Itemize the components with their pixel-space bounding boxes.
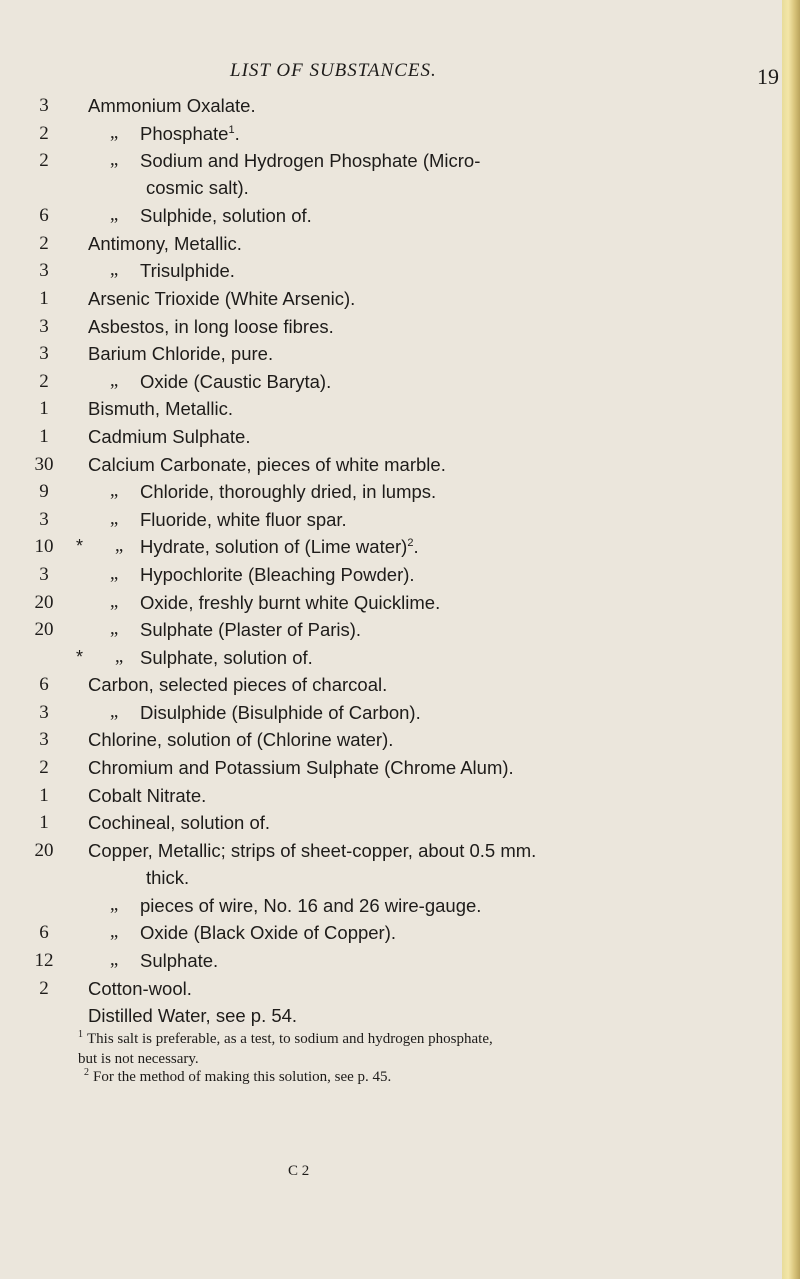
quantity: 1 [39, 812, 49, 834]
list-item [0, 454, 782, 482]
footnote-text: This salt is preferable, as a test, to sodium and hydrogen phosphate, [87, 1031, 493, 1047]
page-number: 19 [757, 64, 779, 89]
list-item [0, 316, 782, 344]
list-item [0, 509, 782, 537]
quantity: 6 [39, 205, 49, 227]
ditto-mark: „ [110, 950, 119, 971]
substance-entry [140, 123, 240, 145]
substance-name: Copper, Metallic; strips of sheet-copper, about 0.5 mm. [88, 839, 537, 861]
substance-name: Sulphate, solution of. [140, 646, 313, 668]
substance-name: Oxide (Black Oxide of Copper). [140, 922, 397, 944]
quantity: 10 [34, 536, 54, 558]
quantity: 20 [34, 619, 54, 641]
footnote-ref: 1 [228, 123, 235, 136]
ditto-mark: „ [110, 481, 119, 502]
substance-name: Sulphate (Plaster of Paris). [140, 619, 362, 641]
list-item [0, 895, 782, 923]
quantity: 2 [39, 370, 49, 392]
quantity: 2 [39, 757, 49, 779]
footnote-ref: 2 [407, 537, 414, 550]
substance-name: Cobalt Nitrate. [88, 784, 207, 806]
quantity: 3 [39, 343, 49, 365]
substance-name-continuation: cosmic salt). [146, 177, 249, 199]
quantity: 1 [39, 784, 49, 806]
list-item [0, 647, 782, 675]
substance-name: Hypochlorite (Bleaching Powder). [140, 563, 415, 585]
asterisk-mark: * [76, 646, 84, 667]
ditto-mark: „ [110, 508, 119, 529]
substance-name: Hydrate, solution of (Lime water) [140, 536, 408, 558]
substance-name: Sulphide, solution of. [140, 205, 312, 227]
quantity: 1 [39, 398, 49, 420]
quantity: 9 [39, 481, 49, 503]
list-item [0, 123, 782, 151]
page-edge [782, 0, 800, 1279]
quantity: 2 [39, 232, 49, 254]
substance-name: Fluoride, white fluor spar. [140, 508, 347, 530]
substance-name: Sulphate. [140, 950, 219, 972]
substance-name: Asbestos, in long loose fibres. [88, 315, 334, 337]
substance-name: Distilled Water, see p. 54. [88, 1005, 298, 1027]
punctuation: . [413, 536, 419, 558]
substance-name: Bismuth, Metallic. [88, 398, 233, 420]
list-item [0, 95, 782, 123]
list-item [0, 233, 782, 261]
substance-name: Phosphate [140, 122, 229, 144]
substance-name: Chloride, thoroughly dried, in lumps. [140, 481, 437, 503]
list-item [0, 426, 782, 454]
list-item [0, 150, 782, 205]
ditto-mark: „ [110, 619, 119, 640]
substance-entry [140, 536, 419, 558]
punctuation: . [234, 122, 240, 144]
footnote-1-continuation [78, 1050, 778, 1068]
quantity: 2 [39, 977, 49, 999]
substance-name-continuation: thick. [146, 866, 190, 888]
substance-name: Calcium Carbonate, pieces of white marble. [88, 453, 446, 475]
substance-name: Arsenic Trioxide (White Arsenic). [88, 287, 356, 309]
list-item [0, 205, 782, 233]
list-item [0, 398, 782, 426]
quantity: 3 [39, 315, 49, 337]
ditto-mark: „ [110, 894, 119, 915]
footnote-2 [84, 1068, 784, 1088]
footnotes [78, 1030, 778, 1088]
footnote-text: but is not necessary. [78, 1051, 199, 1067]
footnote-text: For the method of making this solution, see p. 45. [93, 1069, 392, 1085]
substance-name: Antimony, Metallic. [88, 232, 242, 254]
quantity: 30 [34, 453, 54, 475]
ditto-mark: „ [110, 563, 119, 584]
substance-name: Chlorine, solution of (Chlorine water). [88, 729, 394, 751]
ditto-mark: „ [110, 701, 119, 722]
ditto-mark: „ [110, 205, 119, 226]
list-item [0, 785, 782, 813]
signature-mark: C 2 [288, 1163, 310, 1179]
asterisk-mark: * [76, 536, 84, 557]
quantity: 12 [34, 950, 54, 972]
ditto-mark: „ [110, 922, 119, 943]
list-item [0, 978, 782, 1006]
page-header [0, 60, 782, 90]
footnote-mark: 1 [78, 1029, 83, 1040]
list-item [0, 702, 782, 730]
list-item [0, 674, 782, 702]
substance-list [0, 95, 782, 1033]
quantity: 3 [39, 729, 49, 751]
ditto-mark: „ [110, 591, 119, 612]
list-item [0, 840, 782, 895]
substance-name: Oxide, freshly burnt white Quicklime. [140, 591, 441, 613]
substance-name: Ammonium Oxalate. [88, 95, 256, 116]
substance-name: Cotton-wool. [88, 977, 192, 999]
list-item [0, 950, 782, 978]
quantity: 2 [39, 150, 49, 172]
substance-name: pieces of wire, No. 16 and 26 wire-gauge. [140, 894, 482, 916]
list-item [0, 288, 782, 316]
quantity: 20 [34, 591, 54, 613]
substance-name: Chromium and Potassium Sulphate (Chrome Alum). [88, 757, 514, 779]
ditto-mark: „ [115, 536, 124, 557]
list-item [0, 371, 782, 399]
list-item [0, 757, 782, 785]
footnote-mark: 2 [84, 1067, 89, 1078]
quantity: 20 [34, 839, 54, 861]
quantity: 3 [39, 95, 49, 116]
list-item [0, 1005, 782, 1033]
substance-name: Barium Chloride, pure. [88, 343, 274, 365]
substance-name: Carbon, selected pieces of charcoal. [88, 674, 388, 696]
list-item [0, 619, 782, 647]
quantity: 6 [39, 674, 49, 696]
quantity: 3 [39, 563, 49, 585]
substance-name: Disulphide (Bisulphide of Carbon). [140, 701, 421, 723]
quantity: 1 [39, 425, 49, 447]
ditto-mark: „ [110, 150, 119, 171]
list-item [0, 729, 782, 757]
list-item [0, 260, 782, 288]
ditto-mark: „ [110, 370, 119, 391]
ditto-mark: „ [110, 122, 119, 143]
quantity: 3 [39, 508, 49, 530]
list-item [0, 481, 782, 509]
quantity: 3 [39, 260, 49, 282]
quantity: 1 [39, 287, 49, 309]
list-item [0, 922, 782, 950]
substance-name: Oxide (Caustic Baryta). [140, 370, 332, 392]
list-item [0, 536, 782, 564]
list-item [0, 343, 782, 371]
ditto-mark: „ [110, 260, 119, 281]
substance-name: Trisulphide. [140, 260, 235, 282]
list-item [0, 592, 782, 620]
running-title: LIST OF SUBSTANCES. [230, 60, 437, 81]
quantity: 6 [39, 922, 49, 944]
list-item [0, 812, 782, 840]
quantity: 2 [39, 122, 49, 144]
quantity: 3 [39, 701, 49, 723]
footnote-1 [78, 1030, 778, 1050]
list-item [0, 564, 782, 592]
ditto-mark: „ [115, 646, 124, 667]
substance-name: Sodium and Hydrogen Phosphate (Micro- [140, 150, 481, 172]
substance-name: Cochineal, solution of. [88, 812, 271, 834]
substance-name: Cadmium Sulphate. [88, 425, 251, 447]
